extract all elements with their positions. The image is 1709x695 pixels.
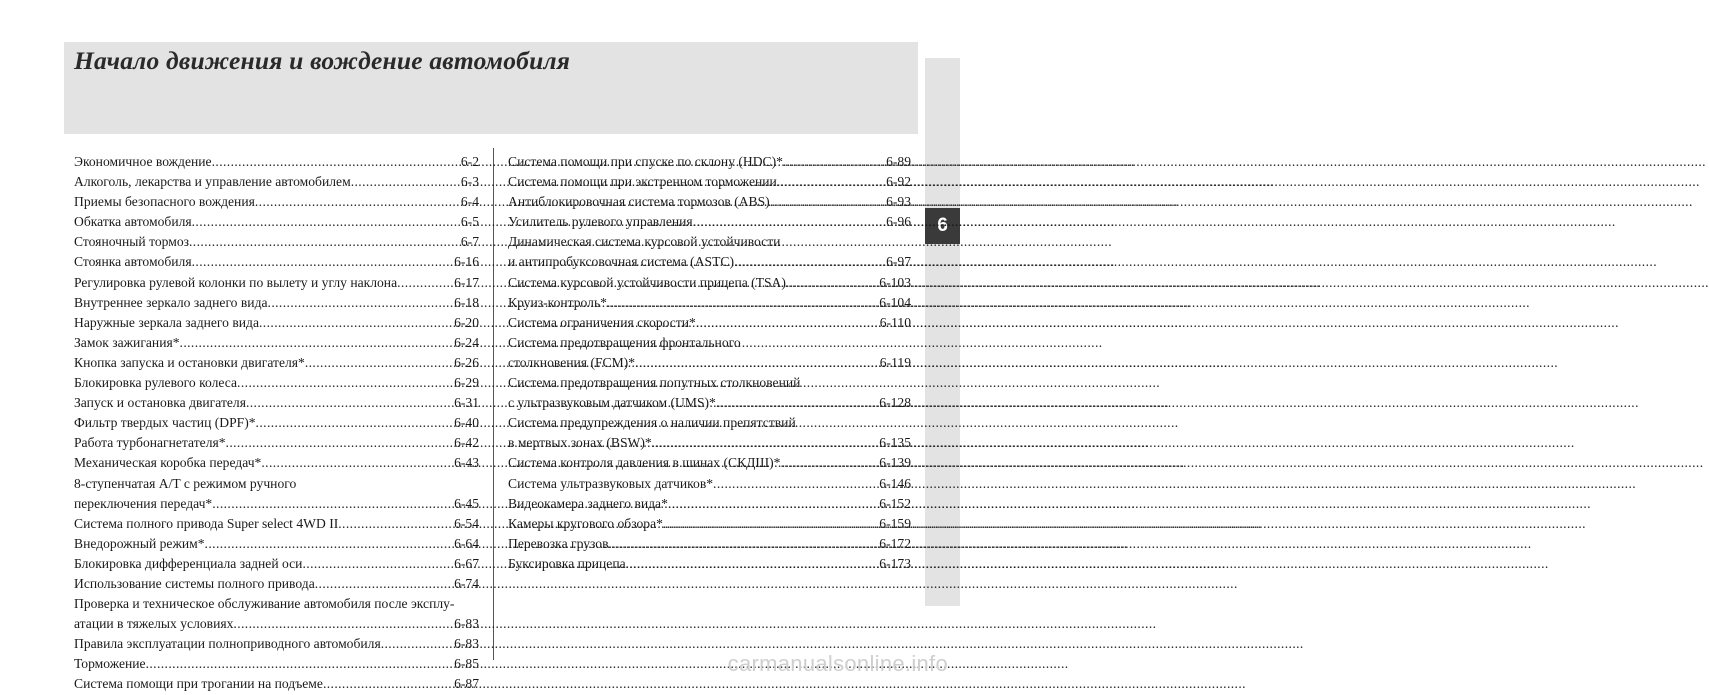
toc-entry[interactable]: [508, 453, 911, 473]
toc-leader-dots: [338, 514, 454, 534]
toc-page-number: 6-7: [460, 234, 479, 250]
toc-entry[interactable]: [74, 212, 479, 232]
toc-page-number: 6-74: [454, 575, 479, 591]
toc-entry-title: Запуск и остановка двигателя: [74, 395, 246, 411]
toc-entry-title: Внутреннее зеркало заднего вида: [74, 294, 268, 310]
toc-page-number: 6-20: [454, 314, 479, 330]
toc-entry-title: Система помощи при экстренном торможении: [508, 174, 777, 190]
toc-leader-dots: [734, 252, 886, 272]
toc-leader-dots: [205, 534, 455, 554]
toc-entry[interactable]: [508, 293, 911, 313]
toc-entry[interactable]: [74, 514, 479, 534]
toc-entry-title: Круиз-контроль*: [508, 294, 607, 310]
toc-entry[interactable]: [74, 413, 479, 433]
toc-entry[interactable]: [508, 192, 911, 212]
toc-page-number: 6-83: [454, 636, 479, 652]
toc-page-number: 6-85: [454, 656, 479, 672]
toc-page-number: 6-104: [879, 294, 911, 310]
toc-page-number: 6-139: [879, 455, 911, 471]
toc-leader-dots: [635, 353, 880, 373]
toc-page-number: 6-54: [454, 515, 479, 531]
toc-entry[interactable]: [74, 353, 479, 373]
toc-page-number: 6-43: [454, 455, 479, 471]
toc-leader-dots: [261, 453, 454, 473]
toc-page-number: 6-16: [454, 254, 479, 270]
toc-entry[interactable]: [508, 333, 911, 373]
toc-entry-title: Система помощи при трогании на подъеме: [74, 676, 323, 692]
toc-leader-dots: [189, 232, 461, 252]
toc-entry[interactable]: [74, 534, 479, 554]
toc-leader-dots: [783, 152, 886, 172]
toc-entry-title: с ультразвуковым датчиком (UMS)*: [508, 395, 716, 411]
toc-entry[interactable]: [74, 273, 479, 293]
toc-entry[interactable]: [508, 212, 911, 232]
toc-leader-dots: [256, 413, 455, 433]
toc-leader-dots: [268, 293, 455, 313]
toc-entry[interactable]: [74, 393, 479, 413]
toc-entry-title: Перевозка грузов: [508, 535, 609, 551]
toc-page-number: 6-87: [454, 676, 479, 692]
toc-entry-title: Приемы безопасного вождения: [74, 194, 255, 210]
toc-entry-title: и антипробуксовочная система (ASTC): [508, 254, 734, 270]
toc-entry-title: в мертвых зонах (BSW)*: [508, 435, 652, 451]
toc-entry[interactable]: [508, 152, 911, 172]
toc-entry-title: Антиблокировочная система тормозов (ABS): [508, 194, 770, 210]
toc-leader-dots: [146, 654, 455, 674]
toc-page-number: 6-83: [454, 616, 479, 632]
toc-entry-title: Буксировка прицепа: [508, 555, 626, 571]
toc-page-number: 6-3: [460, 174, 479, 190]
toc-entry[interactable]: [508, 554, 911, 574]
toc-page-number: 6-146: [879, 475, 911, 491]
toc-entry[interactable]: [74, 433, 479, 453]
toc-entry-title: Система контроля давления в шинах (СКДШ)*: [508, 455, 781, 471]
toc-entry[interactable]: [74, 634, 479, 654]
toc-page-number: 6-45: [454, 495, 479, 511]
toc-entry[interactable]: [74, 574, 479, 594]
toc-entry[interactable]: [508, 273, 911, 293]
toc-entry-title: Механическая коробка передач*: [74, 455, 262, 471]
toc-entry[interactable]: [508, 313, 911, 333]
header-band: [64, 42, 918, 134]
toc-leader-dots: [381, 634, 454, 654]
toc-entry[interactable]: [74, 172, 479, 192]
toc-leader-dots: [397, 273, 454, 293]
toc-page-number: 6-103: [879, 274, 911, 290]
toc-entry-title: Система ограничения скорости*: [508, 314, 696, 330]
toc-entry-title: Экономичное вождение: [74, 154, 212, 169]
toc-entry-title: Фильтр твердых частиц (DPF)*: [74, 415, 256, 431]
toc-column-left: [74, 152, 479, 695]
toc-leader-dots: [626, 554, 880, 574]
toc-page-number: 6-26: [454, 354, 479, 370]
toc-entry[interactable]: [74, 192, 479, 212]
toc-leader-dots: [696, 313, 880, 333]
watermark: carmanualsonline.info: [727, 651, 948, 676]
toc-entry-title-line: 8-ступенчатая A/T с режимом ручного: [74, 475, 297, 491]
toc-leader-dots: [780, 453, 879, 473]
toc-leader-dots: [323, 674, 454, 694]
toc-leader-dots: [668, 494, 879, 514]
toc-page-number: 6-96: [886, 214, 911, 230]
toc-entry-title-line: Проверка и техническое обслуживание автомобиля после эксплу-: [74, 596, 455, 612]
toc-leader-dots: [212, 494, 454, 514]
toc-leader-dots: [693, 212, 886, 232]
toc-page-number: 6-92: [886, 174, 911, 190]
toc-entry[interactable]: [74, 654, 479, 674]
toc-leader-dots: [233, 614, 454, 634]
toc-page-number: 6-5: [460, 214, 479, 230]
chapter-tab[interactable]: 6: [925, 208, 960, 244]
toc-leader-dots: [255, 192, 461, 212]
toc-entry-title-line: Система предупреждения о наличии препятствий: [508, 415, 796, 431]
toc-page-number: 6-4: [460, 194, 479, 210]
toc-entry-title: Стояночный тормоз: [74, 234, 189, 250]
toc-leader-dots: [786, 273, 879, 293]
toc-entry-title: Блокировка рулевого колеса: [74, 375, 238, 391]
toc-entry[interactable]: [508, 474, 911, 494]
toc-leader-dots: [315, 574, 454, 594]
toc-leader-dots: [226, 433, 455, 453]
toc-entry-title: Стоянка автомобиля: [74, 254, 192, 270]
toc-leader-dots: [192, 212, 461, 232]
toc-entry[interactable]: [74, 232, 479, 252]
toc-entry[interactable]: [508, 373, 911, 413]
toc-entry[interactable]: [74, 594, 479, 634]
toc-entry-title: Обкатка автомобиля: [74, 214, 192, 230]
toc-entry-title: Правила эксплуатации полноприводного автомобиля: [74, 636, 381, 652]
toc-entry[interactable]: [508, 413, 911, 453]
toc-leader-dots: [770, 192, 886, 212]
toc-leader-dots: [180, 333, 455, 353]
toc-page-number: 6-31: [454, 395, 479, 411]
toc-leader-dots: [713, 474, 879, 494]
toc-page-number: 6-93: [886, 194, 911, 210]
toc-entry-title: Работа турбонагнетателя*: [74, 435, 226, 451]
toc-entry-title-line: Система предотвращения попутных столкновений: [508, 375, 801, 391]
toc-entry[interactable]: [74, 333, 479, 353]
toc-entry[interactable]: [508, 232, 911, 272]
toc-entry-title-line: Динамическая система курсовой устойчивости: [508, 234, 781, 250]
toc-page-number: 6-40: [454, 415, 479, 431]
toc-entry[interactable]: [74, 252, 479, 272]
toc-leader-dots: [716, 393, 879, 413]
toc-entry-title: Камеры кругового обзора*: [508, 515, 663, 531]
toc-entry-title: Кнопка запуска и остановки двигателя*: [74, 354, 305, 370]
toc-entry[interactable]: [74, 474, 479, 514]
toc-page-number: 6-64: [454, 535, 479, 551]
toc-leader-dots: [609, 534, 880, 554]
toc-entry[interactable]: [74, 674, 479, 694]
toc-page-number: 6-159: [879, 515, 911, 531]
toc-entry-title: Видеокамера заднего вида*: [508, 495, 668, 511]
toc-column-right: [508, 152, 911, 574]
toc-page-number: 6-119: [879, 354, 911, 370]
toc-page-number: 6-29: [454, 375, 479, 391]
toc-leader-dots: [351, 172, 461, 192]
toc-entry-title: Система помощи при спуске по склону (HDC)*: [508, 154, 783, 169]
toc-entry-title: Использование системы полного привода: [74, 575, 315, 591]
toc-page-number: 6-152: [879, 495, 911, 511]
toc-page-number: 6-97: [886, 254, 911, 270]
toc-entry-title: Внедорожный режим*: [74, 535, 205, 551]
toc-entry[interactable]: [74, 313, 479, 333]
toc-page-number: 6-173: [879, 555, 911, 571]
toc-entry-title: Торможение: [74, 656, 146, 672]
toc-entry-title: Регулировка рулевой колонки по вылету и углу наклона: [74, 274, 398, 290]
toc-entry[interactable]: [74, 152, 479, 172]
toc-page-number: 6-172: [879, 535, 911, 551]
toc-page-number: 6-67: [454, 555, 479, 571]
toc-leader-dots: [777, 172, 886, 192]
toc-page-number: 6-110: [879, 314, 911, 330]
toc-entry-title: Алкоголь, лекарства и управление автомобилем: [74, 174, 351, 190]
toc-entry-title: Система полного привода Super select 4WD II: [74, 515, 339, 531]
toc-entry[interactable]: [508, 172, 911, 192]
toc-page-number: 6-89: [886, 154, 911, 169]
toc-page-number: 6-24: [454, 334, 479, 350]
toc-entry-title: Система курсовой устойчивости прицепа (TSA): [508, 274, 786, 290]
toc-leader-dots: [246, 393, 454, 413]
toc-entry-title: переключения передач*: [74, 495, 213, 511]
toc-entry-title: Наружные зеркала заднего вида: [74, 314, 259, 330]
toc-leader-dots: [237, 373, 454, 393]
toc-entry[interactable]: [74, 293, 479, 313]
toc-entry[interactable]: [508, 514, 911, 534]
toc-page-number: 6-135: [879, 435, 911, 451]
toc-page-number: 6-18: [454, 294, 479, 310]
toc-entry[interactable]: [74, 453, 479, 473]
toc-entry[interactable]: [508, 534, 911, 554]
toc-entry-title: Блокировка дифференциала задней оси: [74, 555, 303, 571]
toc-entry[interactable]: [508, 494, 911, 514]
toc-entry[interactable]: [74, 373, 479, 393]
toc-leader-dots: [302, 554, 454, 574]
toc-entry-title: Замок зажигания*: [74, 334, 180, 350]
toc-leader-dots: [212, 152, 461, 172]
toc-page-number: 6-42: [454, 435, 479, 451]
toc-page-number: 6-17: [454, 274, 479, 290]
toc-entry[interactable]: [74, 554, 479, 574]
toc-leader-dots: [305, 353, 454, 373]
toc-page-number: 6-2: [460, 154, 479, 169]
page-title: Начало движения и вождение автомобиля: [74, 46, 571, 75]
toc-leader-dots: [607, 293, 879, 313]
toc-entry-title-line: Система предотвращения фронтального: [508, 334, 741, 350]
toc-entry-title: столкновения (FCM)*: [508, 354, 636, 370]
toc-entry-title: Усилитель рулевого управления: [508, 214, 693, 230]
toc-entry-title: Система ультразвуковых датчиков*: [508, 475, 714, 491]
toc-entry-title: атации в тяжелых условиях: [74, 616, 234, 632]
toc-leader-dots: [259, 313, 454, 333]
toc-leader-dots: [192, 252, 454, 272]
toc-leader-dots: [652, 433, 880, 453]
toc-leader-dots: [663, 514, 879, 534]
toc-page-number: 6-128: [879, 395, 911, 411]
